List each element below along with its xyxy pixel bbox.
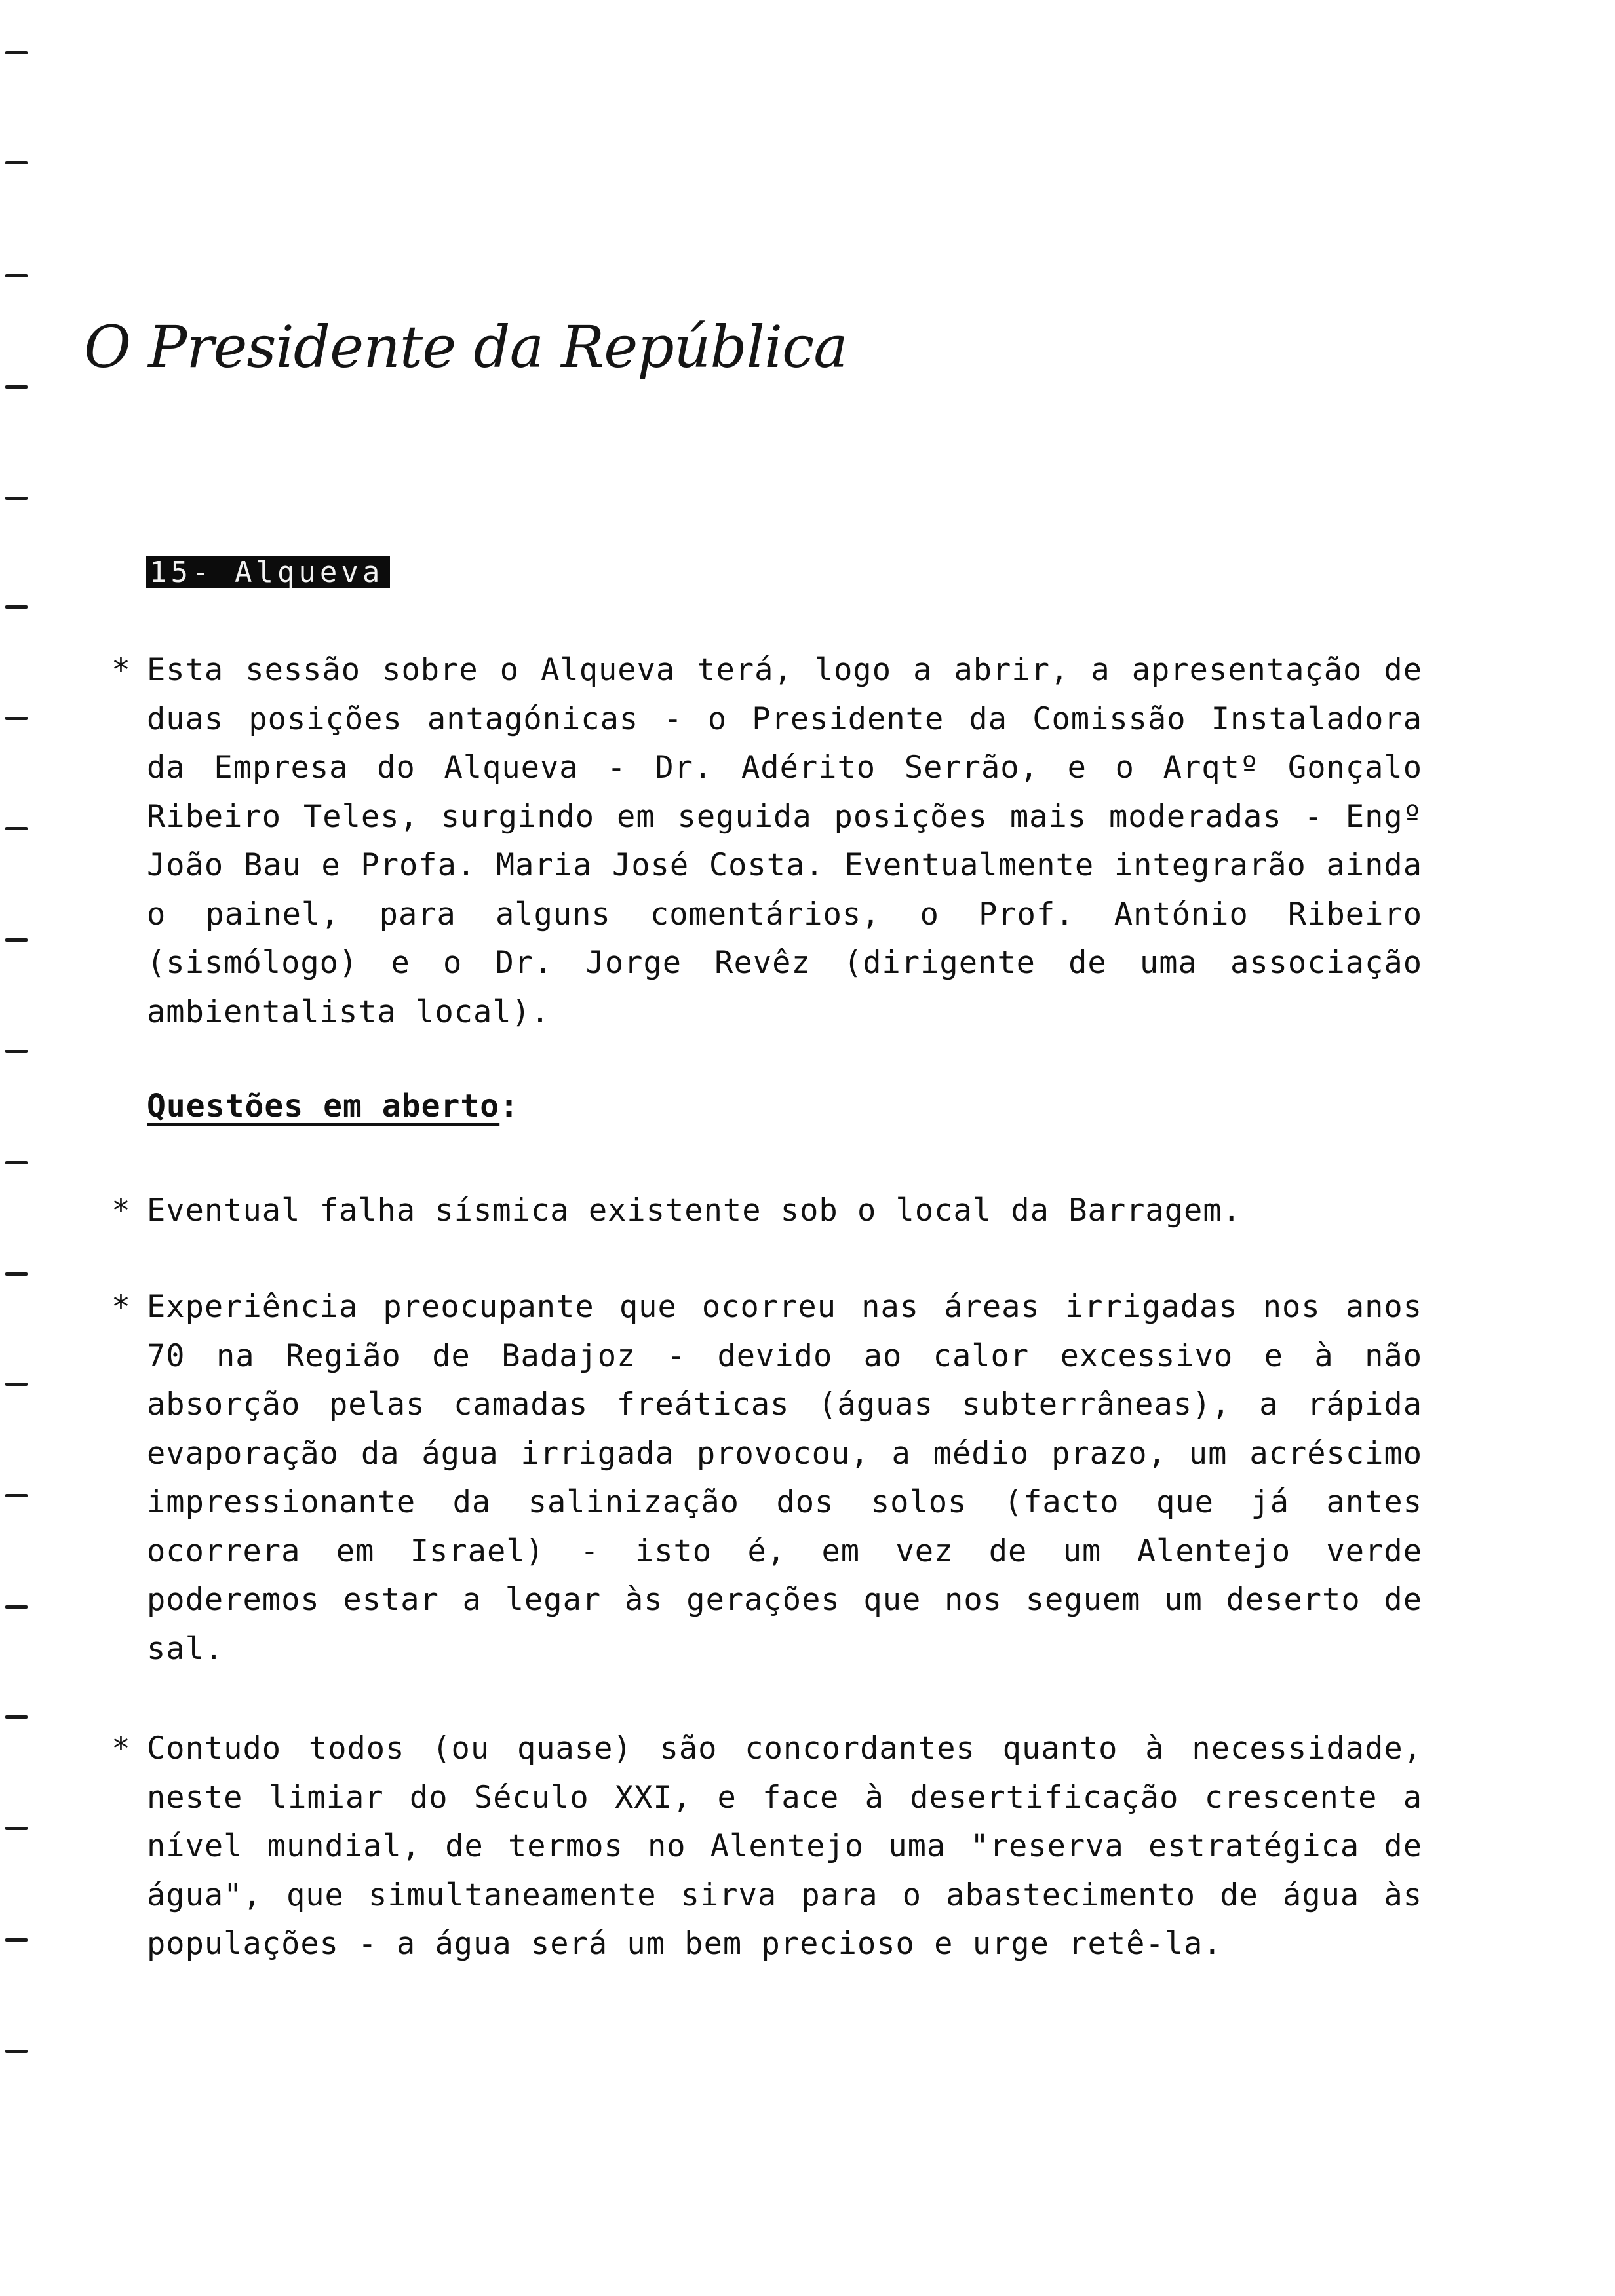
margin-tick-mark xyxy=(5,2050,28,2053)
bullet-marker: * xyxy=(111,1731,130,1767)
margin-tick-mark xyxy=(5,605,28,609)
question-item: Experiência preocupante que ocorreu nas áreas irrigadas nos anos 70 na Região de Badajoz - devido ao calor excessivo e à não absorção pelas camadas freáticas (águas subterrâneas), a rápida evaporação da água irrigada provocou, a médio prazo, um acréscimo impressionante da salinização dos solos (facto que já antes ocorrera em Israel) - isto é, em vez de um Alentejo verde poderemos estar a legar às gerações que nos seguem um deserto de sal. xyxy=(147,1289,1422,1667)
margin-tick-mark xyxy=(5,161,28,164)
margin-tick-mark xyxy=(5,1827,28,1830)
margin-tick-mark xyxy=(5,51,28,54)
margin-tick-mark xyxy=(5,1161,28,1164)
bullet-marker: * xyxy=(111,652,130,689)
margin-tick-mark xyxy=(5,1715,28,1719)
margin-tick-mark xyxy=(5,827,28,830)
margin-tick-mark xyxy=(5,385,28,389)
margin-tick-mark xyxy=(5,1383,28,1386)
margin-tick-mark xyxy=(5,497,28,500)
margin-tick-mark xyxy=(5,717,28,720)
margin-tick-mark xyxy=(5,1938,28,1942)
question-item: Eventual falha sísmica existente sob o local da Barragem. xyxy=(147,1193,1241,1229)
margin-tick-mark xyxy=(5,1050,28,1053)
section-tag: 15- Alqueva xyxy=(146,556,390,588)
section-heading-colon: : xyxy=(499,1088,520,1124)
margin-tick-mark xyxy=(5,1605,28,1609)
letterhead-title: O Presidente da República xyxy=(84,313,847,381)
bullet-marker: * xyxy=(111,1289,130,1326)
section-heading xyxy=(147,1088,519,1124)
section-heading-text: Questões em aberto xyxy=(147,1088,500,1124)
question-item: Contudo todos (ou quase) são concordantes quanto à necessidade, neste limiar do Século XXI, e face à desertificação crescente a nível mundial, de termos no Alentejo uma "reserva estratégica de água", que simultaneamente sirva para o abastecimento de água às populações - a água será um bem precioso e urge retê-la. xyxy=(147,1731,1422,1962)
intro-paragraph: Esta sessão sobre o Alqueva terá, logo a abrir, a apresentação de duas posições antagónicas - o Presidente da Comissão Instaladora da Empresa do Alqueva - Dr. Adérito Serrão, e o Arqtº Gonçalo Ribeiro Teles, surgindo em seguida posições mais moderadas - Engº João Bau e Profa. Maria José Costa. Eventualmente integrarão ainda o painel, para alguns comentários, o Prof. António Ribeiro (sismólogo) e o Dr. Jorge Revêz (dirigente de uma associação ambientalista local). xyxy=(147,652,1422,1030)
margin-tick-mark xyxy=(5,1272,28,1276)
margin-tick-mark xyxy=(5,938,28,942)
margin-tick-mark xyxy=(5,274,28,277)
margin-tick-mark xyxy=(5,1494,28,1497)
bullet-marker: * xyxy=(111,1193,130,1229)
